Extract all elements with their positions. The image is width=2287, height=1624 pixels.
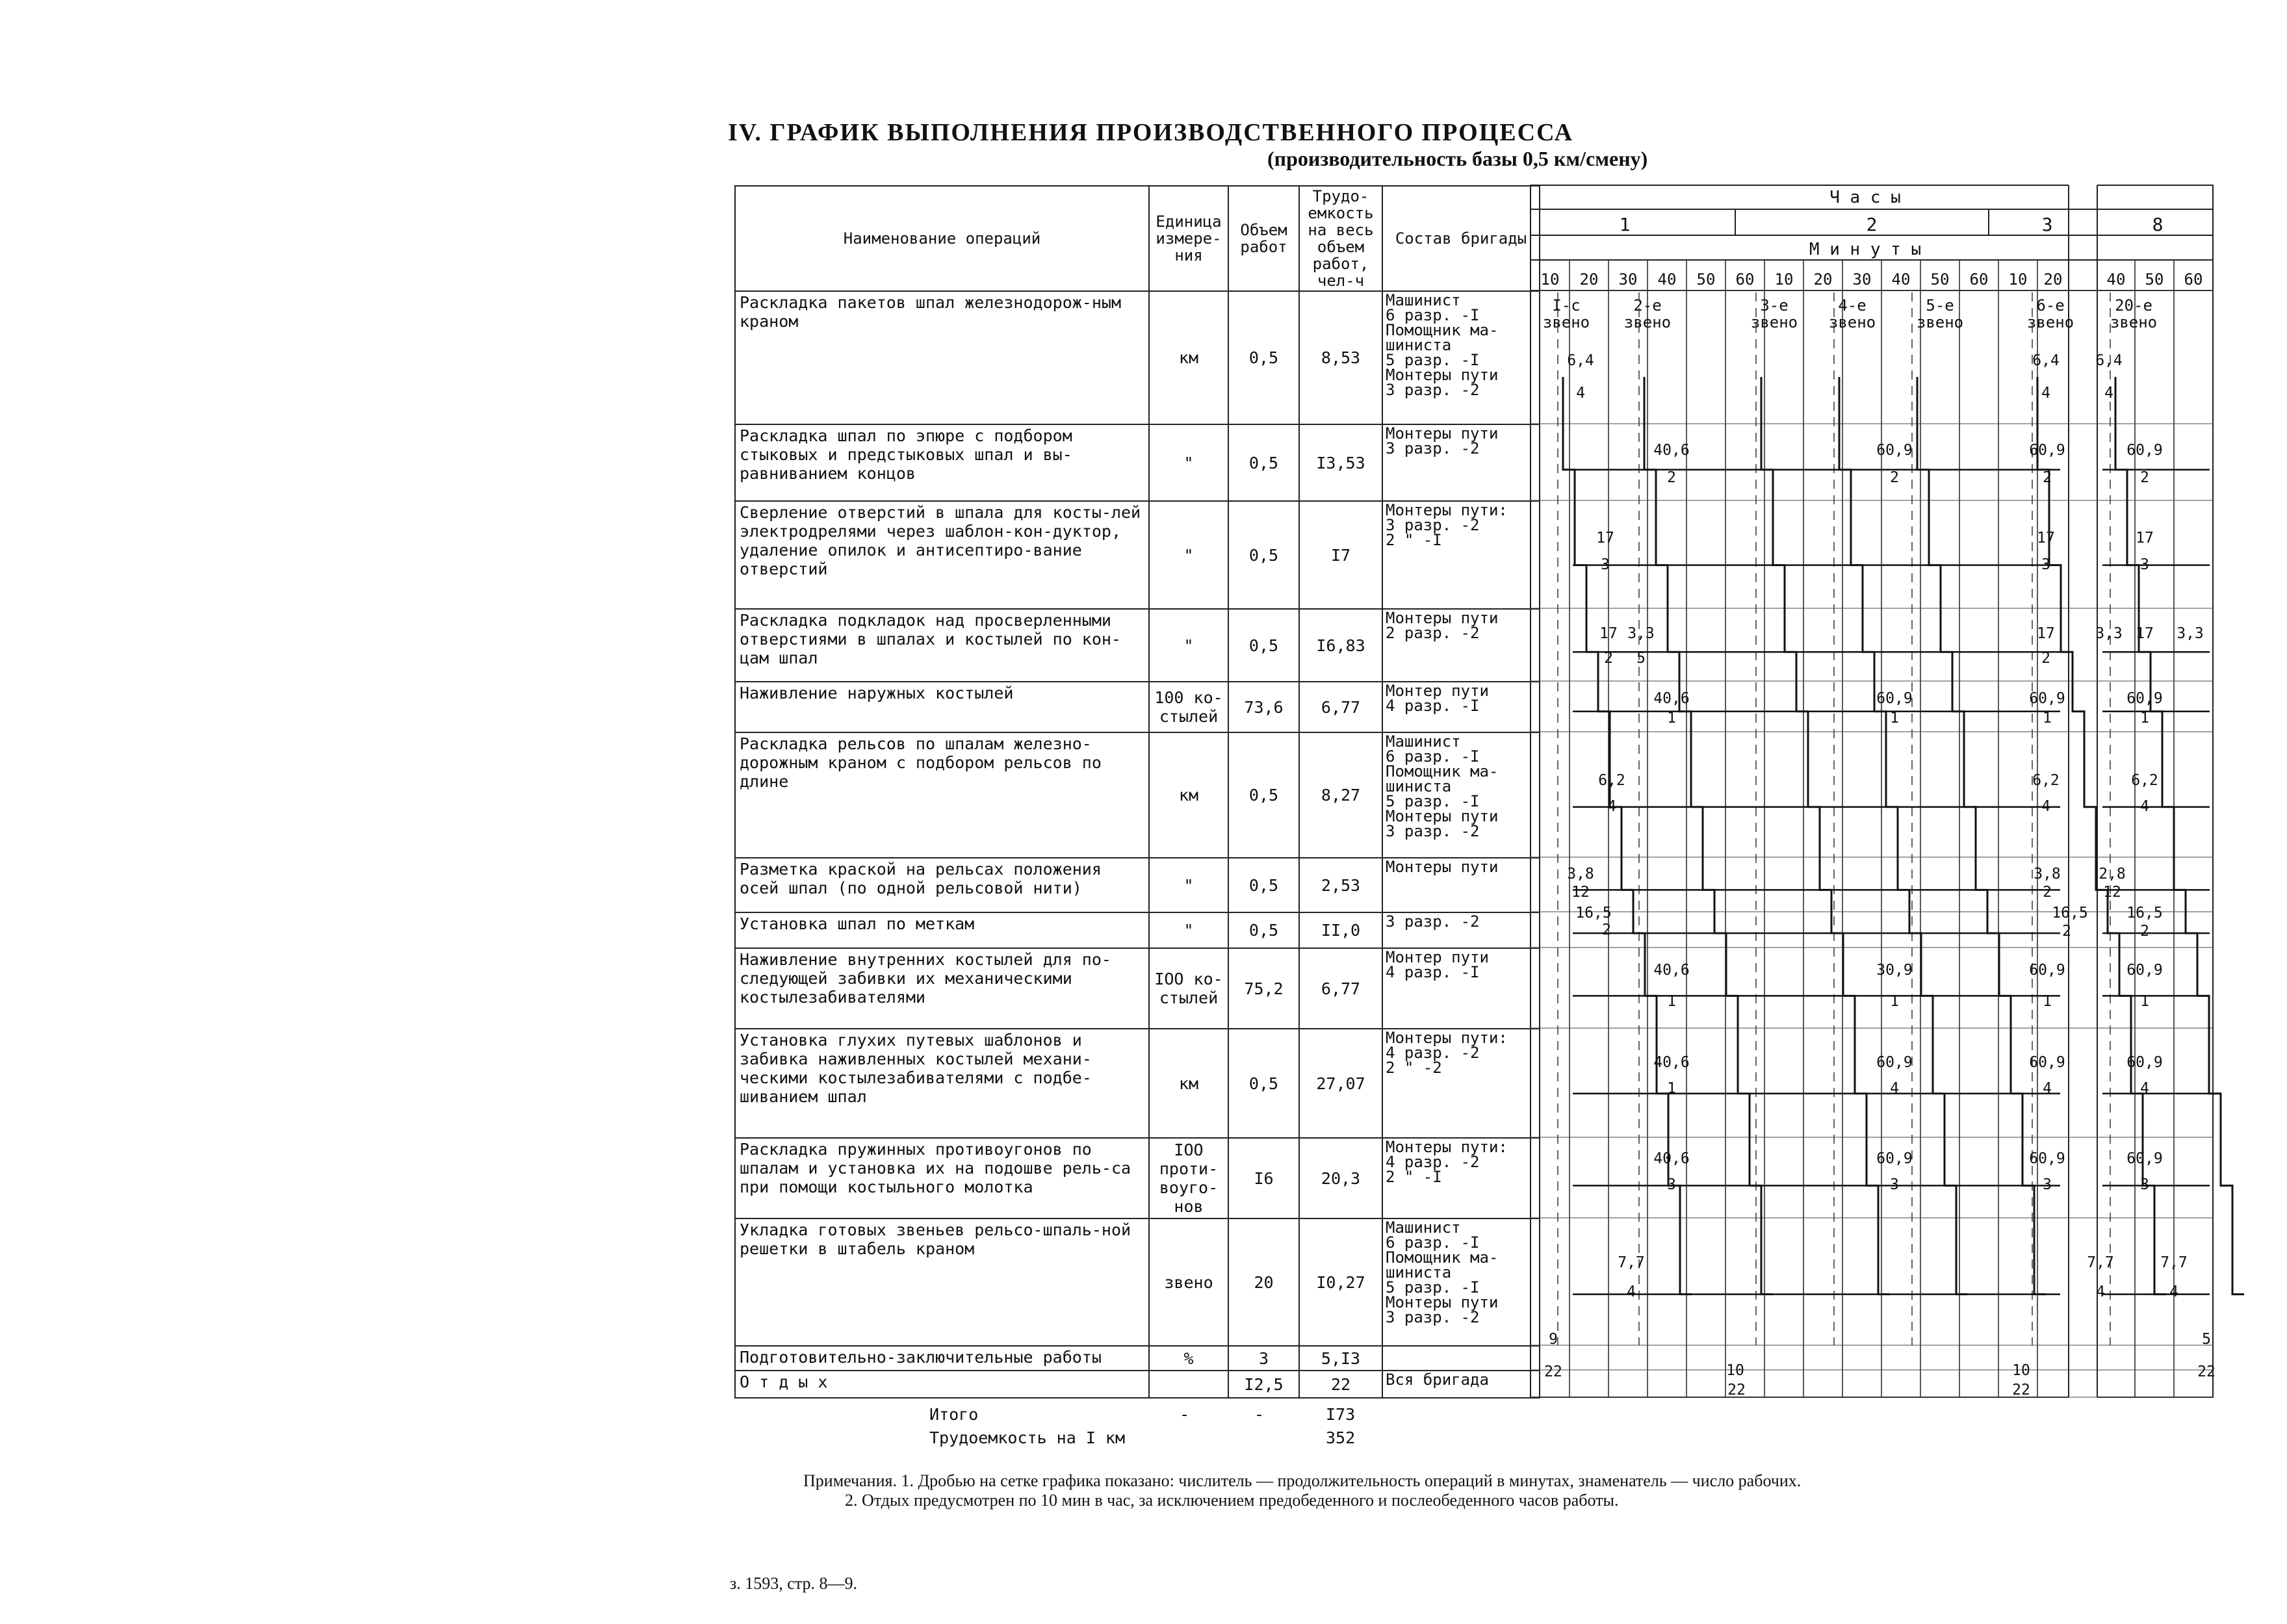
crew-cell: 3 разр. -2 <box>1382 912 1540 948</box>
per-km-label: Трудоемкость на I км <box>929 1428 1126 1447</box>
operation-name: Установка шпал по меткам <box>735 912 1149 948</box>
labor-cell: 8,53 <box>1299 291 1382 424</box>
hour-number: 8 <box>2152 214 2164 235</box>
fraction-label: 40,6 <box>1653 690 1690 707</box>
operation-name: Раскладка пакетов шпал железнодорож-ным краном <box>735 291 1149 424</box>
fraction-label: 60,9 <box>2029 442 2065 459</box>
fraction-label: 2 <box>2041 650 2050 667</box>
fraction-label: 17 <box>1599 625 1618 642</box>
fraction-label: 60,9 <box>1876 442 1913 459</box>
fraction-label: 2,8 <box>2099 866 2126 883</box>
crew-cell: Монтеры пути <box>1382 858 1540 912</box>
header-crew: Состав бригады <box>1382 186 1540 291</box>
operation-name: Сверление отверстий в шпала для косты-лей электродрелями через шаблон-кон-дуктор, удаление опилок и антисептиро-вание отверстий <box>735 501 1149 609</box>
minute-tick: 20 <box>1813 270 1833 289</box>
fraction-label: 16,5 <box>2052 905 2088 922</box>
crew-cell: Монтеры пути: 4 разр. -2 2 " -I <box>1382 1138 1540 1218</box>
operation-name: Укладка готовых звеньев рельсо-шпаль-ной решетки в штабель краном <box>735 1218 1149 1346</box>
fraction-label: 4 <box>2140 798 2149 815</box>
header-name: Наименование операций <box>735 186 1149 291</box>
volume-cell: 0,5 <box>1228 291 1299 424</box>
fraction-label: 1 <box>1667 1080 1676 1097</box>
document-subtitle: (производительность базы 0,5 км/смену) <box>1267 147 1648 170</box>
fraction-label: 2 <box>2140 923 2149 940</box>
fraction-label: 22 <box>2197 1363 2216 1380</box>
unit-cell: км <box>1149 732 1228 858</box>
operation-name: Наживление внутренних костылей для по-следующей забивки их механическими костылезабивателями <box>735 948 1149 1029</box>
unit-cell: IOO ко-стылей <box>1149 948 1228 1029</box>
minute-tick: 60 <box>1969 270 1989 289</box>
fraction-label: 6,4 <box>1567 352 1594 369</box>
labor-cell: I3,53 <box>1299 424 1382 501</box>
fraction-label: 1 <box>1890 710 1899 727</box>
fraction-label: 17 <box>2136 625 2154 642</box>
labor-cell: II,0 <box>1299 912 1382 948</box>
fraction-label: 4 <box>2104 385 2113 402</box>
cyclogram-line <box>1917 377 2046 1295</box>
volume-cell: 75,2 <box>1228 948 1299 1029</box>
note-1: Примечания. 1. Дробью на сетке графика показано: числитель — продолжительность операций в минутах, знаменатель — число рабочих. <box>803 1471 1802 1490</box>
fraction-label: 4 <box>1890 1080 1899 1097</box>
operation-name: Разметка краской на рельсах положения осей шпал (по одной рельсовой нити) <box>735 858 1149 912</box>
fraction-label: 40,6 <box>1653 1150 1690 1167</box>
minute-tick: 40 <box>1891 270 1911 289</box>
minute-tick: 50 <box>2145 270 2164 289</box>
fraction-label: 2 <box>1667 469 1676 486</box>
operation-name: Раскладка пружинных противоугонов по шпалам и установка их на подошве рель-са при помощи костыльного молотка <box>735 1138 1149 1218</box>
fraction-label: 60,9 <box>2126 442 2163 459</box>
fraction-label: 60,9 <box>2126 1054 2163 1071</box>
fraction-label: 6,4 <box>2095 352 2123 369</box>
fraction-label: 3 <box>2041 556 2050 573</box>
fraction-label: 22 <box>2012 1382 2030 1398</box>
crew-cell: Монтеры пути 2 разр. -2 <box>1382 609 1540 682</box>
fraction-label: 60,9 <box>2029 962 2065 979</box>
fraction-label: 2 <box>2140 469 2149 486</box>
fraction-label: 4 <box>2096 1283 2105 1300</box>
fraction-label: 17 <box>2037 625 2055 642</box>
fraction-label: 60,9 <box>1876 1150 1913 1167</box>
note-2: 2. Отдых предусмотрен по 10 мин в час, за исключением предобеденного и послеобеденного часов работы. <box>845 1491 1619 1510</box>
fraction-label: 1 <box>1667 710 1676 727</box>
unit-cell: % <box>1149 1346 1228 1371</box>
fraction-label: 2 <box>2043 469 2052 486</box>
link-label: 2-е <box>1633 296 1662 315</box>
unit-cell: " <box>1149 424 1228 501</box>
fraction-label: 4 <box>2169 1283 2178 1300</box>
fraction-label: 3,3 <box>1627 625 1655 642</box>
volume-cell: 0,5 <box>1228 1029 1299 1138</box>
fraction-label: 5 <box>2202 1331 2211 1348</box>
labor-cell: 27,07 <box>1299 1029 1382 1138</box>
fraction-label: 60,9 <box>1876 690 1913 707</box>
minute-tick: 40 <box>2106 270 2126 289</box>
crew-cell: Монтеры пути 3 разр. -2 <box>1382 424 1540 501</box>
volume-cell: 3 <box>1228 1346 1299 1371</box>
total-volume: - <box>1254 1405 1265 1424</box>
schedule-break <box>2069 184 2097 1400</box>
fraction-label: 3,8 <box>2034 866 2061 883</box>
unit-cell: звено <box>1149 1218 1228 1346</box>
fraction-label: 60,9 <box>2126 962 2163 979</box>
page-footer: з. 1593, стр. 8—9. <box>730 1574 857 1593</box>
fraction-label: 3 <box>1601 556 1610 573</box>
fraction-label: 12 <box>2103 884 2121 901</box>
volume-cell: 0,5 <box>1228 858 1299 912</box>
per-km-labor: 352 <box>1326 1428 1356 1447</box>
fraction-label: 3 <box>2140 1176 2149 1193</box>
fraction-label: 40,6 <box>1653 962 1690 979</box>
hours-label: Ч а с ы <box>1829 188 1901 207</box>
fraction-label: 17 <box>1596 530 1614 547</box>
fraction-label: 40,6 <box>1653 442 1690 459</box>
link-label: 6-е <box>2036 296 2065 315</box>
labor-cell: 20,3 <box>1299 1138 1382 1218</box>
fraction-label: 5 <box>1636 650 1646 667</box>
operation-name: Раскладка подкладок над просверленными отверстиями в шпалах и костылей по кон-цам шпал <box>735 609 1149 682</box>
minute-tick: 60 <box>2184 270 2203 289</box>
fraction-label: 6,2 <box>2131 772 2158 789</box>
fraction-label: 3 <box>2043 1176 2052 1193</box>
fraction-label: 60,9 <box>2029 690 2065 707</box>
minute-tick: 50 <box>1696 270 1716 289</box>
fraction-label: 6,4 <box>2032 352 2060 369</box>
minutes-label: М и н у т ы <box>1809 240 1922 259</box>
link-label: звено <box>1916 313 1964 331</box>
fraction-label: 3 <box>1667 1176 1676 1193</box>
fraction-label: 4 <box>1627 1283 1636 1300</box>
link-label: звено <box>2026 313 2074 331</box>
link-label: 3-е <box>1760 296 1789 315</box>
notes <box>803 1471 2214 1510</box>
hour-number: 1 <box>1619 214 1631 235</box>
operation-name: Наживление наружных костылей <box>735 682 1149 732</box>
fraction-label: 16,5 <box>2126 905 2163 922</box>
volume-cell: 73,6 <box>1228 682 1299 732</box>
volume-cell: 20 <box>1228 1218 1299 1346</box>
fraction-label: 60,9 <box>2029 1054 2065 1071</box>
labor-cell: 2,53 <box>1299 858 1382 912</box>
fraction-label: 1 <box>2043 710 2052 727</box>
fraction-label: 2 <box>1890 469 1899 486</box>
operation-name: Подготовительно-заключительные работы <box>735 1346 1149 1371</box>
operation-name: О т д ы х <box>735 1371 1149 1398</box>
fraction-label: 40,6 <box>1653 1054 1690 1071</box>
crew-cell: Машинист 6 разр. -I Помощник ма-шиниста 5 разр. -I Монтеры пути 3 разр. -2 <box>1382 732 1540 858</box>
total-label: Итого <box>929 1405 979 1424</box>
link-label: 4-е <box>1838 296 1867 315</box>
volume-cell: I6 <box>1228 1138 1299 1218</box>
fraction-label: 2 <box>1602 922 1611 938</box>
volume-cell: 0,5 <box>1228 912 1299 948</box>
volume-cell: 0,5 <box>1228 501 1299 609</box>
document-title: IV. ГРАФИК ВЫПОЛНЕНИЯ ПРОИЗВОДСТВЕННОГО ПРОЦЕССА <box>728 119 1574 146</box>
labor-cell: 8,27 <box>1299 732 1382 858</box>
link-label: звено <box>1542 313 1590 331</box>
fraction-label: 2 <box>2043 884 2052 901</box>
crew-cell: Машинист 6 разр. -I Помощник ма-шиниста 5 разр. -I Монтеры пути 3 разр. -2 <box>1382 291 1540 424</box>
fraction-label: 1 <box>1667 993 1676 1010</box>
fraction-label: 30,9 <box>1876 962 1913 979</box>
link-label: звено <box>1750 313 1798 331</box>
unit-cell: км <box>1149 1029 1228 1138</box>
header-volume: Объем работ <box>1228 186 1299 291</box>
fraction-label: 6,2 <box>2032 772 2060 789</box>
volume-cell: I2,5 <box>1228 1371 1299 1398</box>
total-labor: I73 <box>1326 1405 1356 1424</box>
fraction-label: 60,9 <box>2126 1150 2163 1167</box>
hour-number: 2 <box>1866 214 1878 235</box>
unit-cell: IOO проти-воуго-нов <box>1149 1138 1228 1218</box>
minute-tick: 30 <box>1852 270 1872 289</box>
labor-cell: 5,I3 <box>1299 1346 1382 1371</box>
labor-cell: I6,83 <box>1299 609 1382 682</box>
fraction-label: 7,7 <box>2160 1254 2188 1271</box>
fraction-label: 1 <box>1890 993 1899 1010</box>
unit-cell: " <box>1149 858 1228 912</box>
unit-cell: " <box>1149 501 1228 609</box>
operation-name: Установка глухих путевых шаблонов и забивка наживленных костылей механи-ческими костылезабивателями с подбе-шиванием шпал <box>735 1029 1149 1138</box>
minute-tick: 60 <box>1735 270 1755 289</box>
link-label: звено <box>1623 313 1672 331</box>
link-label: звено <box>1828 313 1876 331</box>
minute-tick: 10 <box>1540 270 1560 289</box>
volume-cell: 0,5 <box>1228 424 1299 501</box>
operation-name: Раскладка шпал по эпюре с подбором стыковых и предстыковых шпал и вы-равниванием концов <box>735 424 1149 501</box>
minute-tick: 20 <box>1579 270 1599 289</box>
header-labor: Трудо-емкость на весь объем работ, чел-ч <box>1299 186 1382 291</box>
fraction-label: 3 <box>2140 556 2149 573</box>
fraction-label: 10 <box>1726 1362 1744 1379</box>
fraction-label: 6,2 <box>1598 772 1625 789</box>
total-unit: - <box>1180 1405 1190 1424</box>
minute-tick: 10 <box>1774 270 1794 289</box>
fraction-label: 1 <box>2140 710 2149 727</box>
crew-cell: Монтеры пути: 4 разр. -2 2 " -2 <box>1382 1029 1540 1138</box>
crew-cell: Монтер пути 4 разр. -I <box>1382 948 1540 1029</box>
fraction-label: 22 <box>1544 1363 1562 1380</box>
fraction-label: 1 <box>2043 993 2052 1010</box>
minute-tick: 50 <box>1930 270 1950 289</box>
labor-cell: 6,77 <box>1299 682 1382 732</box>
fraction-label: 2 <box>2062 923 2071 940</box>
labor-cell: 6,77 <box>1299 948 1382 1029</box>
link-label: 5-е <box>1926 296 1954 315</box>
link-label: I-с <box>1552 296 1581 315</box>
header-unit: Единица измере-ния <box>1149 186 1228 291</box>
fraction-label: 3,8 <box>1567 866 1594 883</box>
crew-cell: Монтеры пути: 3 разр. -2 2 " -I <box>1382 501 1540 609</box>
fraction-label: 7,7 <box>1618 1254 1645 1271</box>
minute-tick: 10 <box>2008 270 2028 289</box>
fraction-label: 17 <box>2136 530 2154 547</box>
labor-cell: 22 <box>1299 1371 1382 1398</box>
fraction-label: 4 <box>1607 798 1616 815</box>
fraction-label: 2 <box>1604 650 1613 667</box>
unit-cell: 100 ко-стылей <box>1149 682 1228 732</box>
cyclogram-line <box>1761 377 1890 1295</box>
crew-cell: Вся бригада <box>1382 1371 1540 1398</box>
fraction-label: 1 <box>2140 993 2149 1010</box>
fraction-label: 4 <box>2043 1080 2052 1097</box>
operation-name: Раскладка рельсов по шпалам железно-дорожным краном с подбором рельсов по длине <box>735 732 1149 858</box>
volume-cell: 0,5 <box>1228 732 1299 858</box>
fraction-label: 3,3 <box>2177 625 2204 642</box>
link-label: звено <box>2110 313 2158 331</box>
fraction-label: 4 <box>2041 798 2050 815</box>
fraction-label: 4 <box>1576 385 1585 402</box>
crew-cell: Монтер пути 4 разр. -I <box>1382 682 1540 732</box>
hour-number: 3 <box>2041 214 2053 235</box>
volume-cell: 0,5 <box>1228 609 1299 682</box>
labor-cell: I7 <box>1299 501 1382 609</box>
fraction-label: 60,9 <box>2029 1150 2065 1167</box>
minute-tick: 20 <box>2043 270 2063 289</box>
link-label: 20-е <box>2115 296 2152 315</box>
labor-cell: I0,27 <box>1299 1218 1382 1346</box>
crew-cell: Машинист 6 разр. -I Помощник ма-шиниста 5 разр. -I Монтеры пути 3 разр. -2 <box>1382 1218 1540 1346</box>
fraction-label: 12 <box>1571 884 1590 901</box>
minute-tick: 30 <box>1618 270 1638 289</box>
unit-cell: " <box>1149 912 1228 948</box>
fraction-label: 60,9 <box>2126 690 2163 707</box>
fraction-label: 4 <box>2140 1080 2149 1097</box>
fraction-label: 4 <box>2041 385 2050 402</box>
fraction-label: 16,5 <box>1575 905 1612 922</box>
fraction-label: 3 <box>1890 1176 1899 1193</box>
fraction-label: 10 <box>2012 1362 2030 1379</box>
fraction-label: 22 <box>1727 1382 1746 1398</box>
minute-tick: 40 <box>1657 270 1677 289</box>
fraction-label: 17 <box>2037 530 2055 547</box>
fraction-label: 60,9 <box>1876 1054 1913 1071</box>
fraction-label: 9 <box>1549 1331 1558 1348</box>
fraction-label: 3,3 <box>2095 625 2123 642</box>
fraction-label: 7,7 <box>2087 1254 2114 1271</box>
unit-cell: " <box>1149 609 1228 682</box>
unit-cell: км <box>1149 291 1228 424</box>
